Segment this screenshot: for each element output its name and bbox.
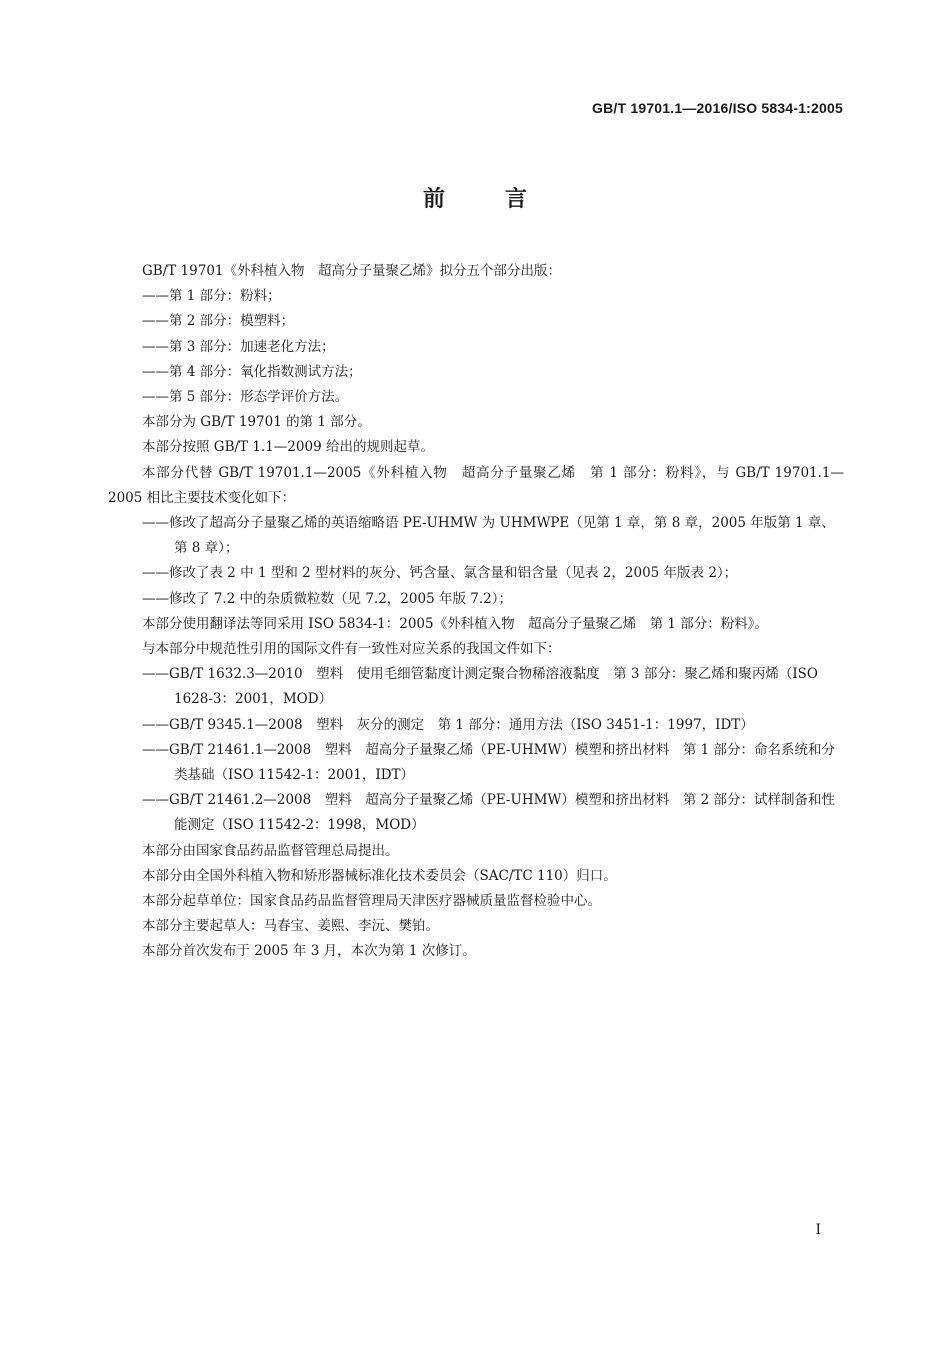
- foreword-body: [108, 259, 844, 965]
- list-item: ——第 4 部分：氧化指数测试方法；: [142, 363, 362, 380]
- page-number: I: [815, 1222, 821, 1238]
- paragraph: 本部分使用翻译法等同采用 ISO 5834-1：2005《外科植入物 超高分子量聚乙烯 第 1 部分：粉料》。: [142, 615, 769, 632]
- list-item: ——第 3 部分：加速老化方法；: [142, 338, 335, 355]
- page-title: 前言: [422, 187, 587, 212]
- paragraph: 本部分首次发布于 2005 年 3 月，本次为第 1 次修订。: [142, 943, 476, 960]
- paragraph: 本部分由全国外科植入物和矫形器械标准化技术委员会（SAC/TC 110）归口。: [142, 867, 617, 884]
- list-item: ——GB/T 1632.3—2010 塑料 使用毛细管黏度计测定聚合物稀溶液黏度 第 3 部分：聚乙烯和聚丙烯（ISO 1628-3：2001，MOD）: [142, 666, 818, 708]
- list-item: ——修改了超高分子量聚乙烯的英语缩略语 PE-UHMW 为 UHMWPE（见第 1 章，第 8 章，2005 年版第 1 章、第 8 章）；: [142, 515, 835, 557]
- list-item: ——GB/T 9345.1—2008 塑料 灰分的测定 第 1 部分：通用方法（ISO 3451-1：1997，IDT）: [142, 716, 754, 733]
- paragraph: 本部分代替 GB/T 19701.1—2005《外科植入物 超高分子量聚乙烯 第 1 部分：粉料》，与 GB/T 19701.1—2005 相比主要技术变化如下：: [108, 464, 844, 506]
- paragraph: 本部分按照 GB/T 1.1—2009 给出的规则起草。: [142, 439, 434, 456]
- standard-code: GB/T 19701.1—2016/ISO 5834-1:2005: [592, 100, 843, 116]
- list-item: ——修改了表 2 中 1 型和 2 型材料的灰分、钙含量、氯含量和铝含量（见表 2，2005 年版表 2）；: [142, 565, 738, 582]
- paragraph: 与本部分中规范性引用的国际文件有一致性对应关系的我国文件如下：: [142, 641, 561, 658]
- list-item: ——第 2 部分：模塑料；: [142, 313, 295, 330]
- list-item: ——第 5 部分：形态学评价方法。: [142, 389, 349, 406]
- list-item: ——修改了 7.2 中的杂质微粒数（见 7.2，2005 年版 7.2）；: [142, 590, 512, 607]
- paragraph: GB/T 19701《外科植入物 超高分子量聚乙烯》拟分五个部分出版：: [142, 263, 561, 279]
- list-item: ——GB/T 21461.1—2008 塑料 超高分子量聚乙烯（PE-UHMW）模塑和挤出材料 第 1 部分：命名系统和分类基础（ISO 11542-1：2001，IDT）: [142, 741, 836, 784]
- list-item: ——GB/T 21461.2—2008 塑料 超高分子量聚乙烯（PE-UHMW）模塑和挤出材料 第 2 部分：试样制备和性能测定（ISO 11542-2：1998，MOD）: [142, 792, 836, 834]
- list-item: ——第 1 部分：粉料；: [142, 288, 281, 305]
- paragraph: 本部分为 GB/T 19701 的第 1 部分。: [142, 414, 371, 431]
- paragraph: 本部分由国家食品药品监督管理总局提出。: [142, 842, 399, 859]
- paragraph: 本部分起草单位：国家食品药品监督管理局天津医疗器械质量监督检验中心。: [142, 893, 601, 910]
- paragraph: 本部分主要起草人：马春宝、姜熙、李沅、樊铂。: [142, 918, 439, 935]
